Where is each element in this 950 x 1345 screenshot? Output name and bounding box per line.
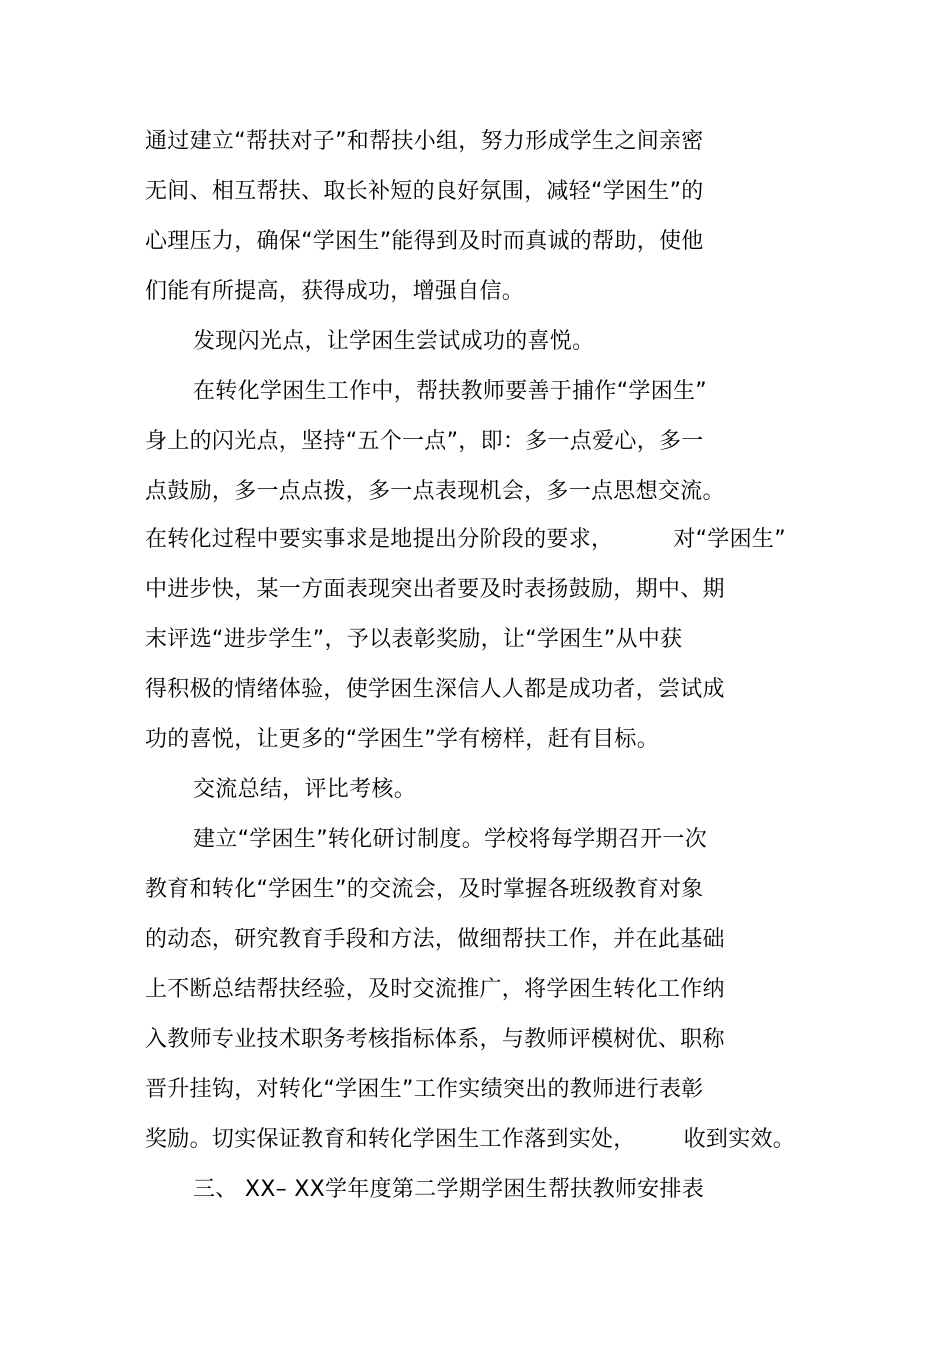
paragraph-line: 建立“学困生”转化研讨制度。学校将每学期召开一次 — [193, 827, 707, 852]
paragraph-line: 点鼓励，多一点点拨，多一点表现机会，多一点思想交流。 — [145, 479, 725, 504]
paragraph-line: 身上的闪光点，坚持“五个一点”，即：多一点爱心，多一 — [145, 429, 704, 454]
line-segment: 对“学困生” — [673, 527, 786, 552]
line-segment: 收到实效。 — [683, 1127, 796, 1152]
paragraph-line: 得积极的情绪体验，使学困生深信人人都是成功者，尝试成 — [145, 677, 725, 702]
section-heading: 三、 XX– XX学年度第二学期学困生帮扶教师安排表 — [193, 1177, 705, 1202]
paragraph-line: 晋升挂钩，对转化“学困生”工作实绩突出的教师进行表彰 — [145, 1077, 704, 1102]
paragraph-line: 们能有所提高，获得成功，增强自信。 — [145, 279, 525, 304]
paragraph-line: 中进步快，某一方面表现突出者要及时表扬鼓励，期中、期 — [145, 577, 725, 602]
paragraph-line: 在转化学困生工作中，帮扶教师要善于捕作“学困生” — [193, 379, 707, 404]
section-heading: 发现闪光点，让学困生尝试成功的喜悦。 — [193, 329, 595, 354]
paragraph-line — [145, 1127, 795, 1153]
paragraph-line: 无间、相互帮扶、取长补短的良好氛围，减轻“学困生”的 — [145, 179, 704, 204]
line-segment: 奖励。切实保证教育和转化学困生工作落到实处， — [145, 1127, 636, 1152]
line-segment: 在转化过程中要实事求是地提出分阶段的要求， — [145, 527, 614, 552]
paragraph-line: 的动态，研究教育手段和方法，做细帮扶工作，并在此基础 — [145, 927, 725, 952]
paragraph-line: 入教师专业技术职务考核指标体系，与教师评模树优、职称 — [145, 1027, 725, 1052]
paragraph-line: 教育和转化“学困生”的交流会，及时掌握各班级教育对象 — [145, 877, 704, 902]
paragraph-line — [145, 527, 786, 553]
paragraph-line: 上不断总结帮扶经验，及时交流推广，将学困生转化工作纳 — [145, 977, 725, 1002]
paragraph-line: 心理压力，确保“学困生”能得到及时而真诚的帮助，使他 — [145, 229, 704, 254]
paragraph-line: 通过建立“帮扶对子”和帮扶小组，努力形成学生之间亲密 — [145, 129, 704, 154]
section-heading: 交流总结，评比考核。 — [193, 777, 417, 802]
paragraph-line: 功的喜悦，让更多的“学困生”学有榜样，赶有目标。 — [145, 727, 659, 752]
paragraph-line: 末评选“进步学生”，予以表彰奖励，让“学困生”从中获 — [145, 627, 683, 652]
